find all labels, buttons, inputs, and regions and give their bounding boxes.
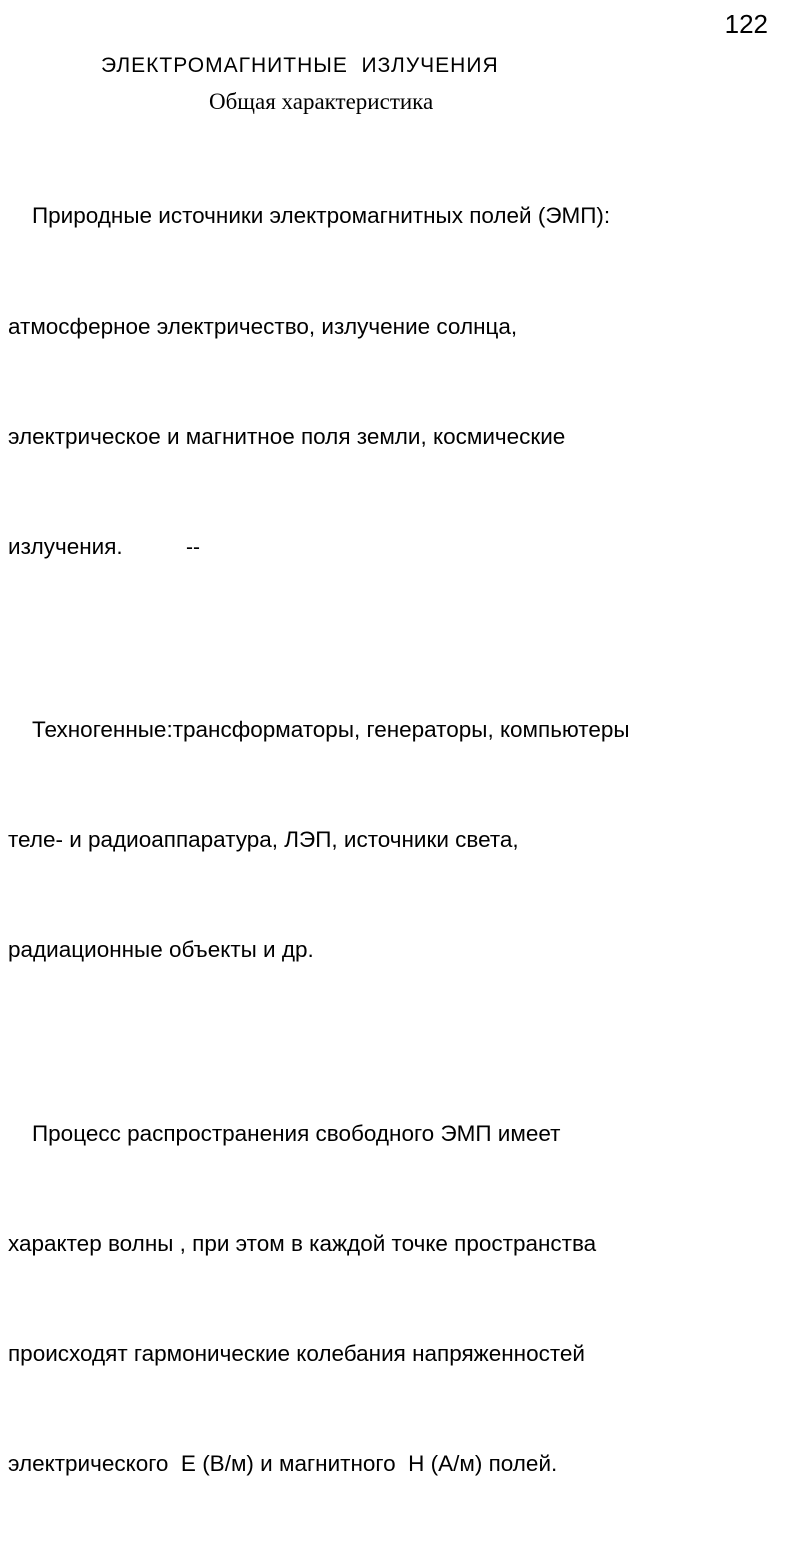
text-line: электрического Е (В/м) и магнитного Н (А/м) полей. bbox=[8, 1451, 558, 1477]
text-line: радиационные объекты и др. bbox=[8, 937, 314, 963]
text-line: излучения. bbox=[8, 533, 123, 559]
text-line: теле- и радиоаппаратура, ЛЭП, источники света, bbox=[8, 827, 519, 853]
text-line: происходят гармонические колебания напряженностей bbox=[8, 1341, 585, 1367]
text-line: Процесс распространения свободного ЭМП имеет bbox=[32, 1120, 561, 1146]
text-line: Техногенные:трансформаторы, генераторы, компьютеры bbox=[32, 717, 630, 743]
paragraph-propagation bbox=[8, 1043, 794, 1556]
paragraph-natural-sources bbox=[8, 125, 794, 639]
body-text bbox=[8, 125, 794, 1556]
page-number: 122 bbox=[724, 9, 768, 39]
paragraph-technogenic-sources bbox=[8, 639, 794, 1043]
trailing-dashes: -- bbox=[186, 536, 200, 559]
text-line: атмосферное электричество, излучение солнца, bbox=[8, 313, 518, 339]
text-line: характер волны , при этом в каждой точке пространства bbox=[8, 1231, 597, 1257]
page-subtitle: Общая характеристика bbox=[209, 89, 434, 114]
text-line: электрическое и магнитное поля земли, космические bbox=[8, 423, 566, 449]
page-title: ЭЛЕКТРОМАГНИТНЫЕ ИЗЛУЧЕНИЯ bbox=[101, 54, 499, 77]
text-line: Природные источники электромагнитных полей (ЭМП): bbox=[32, 203, 611, 229]
